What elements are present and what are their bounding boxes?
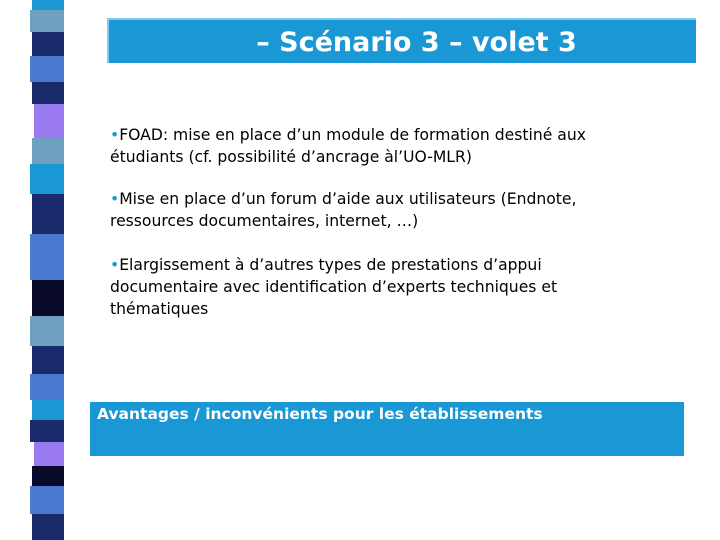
strip-block bbox=[30, 56, 64, 82]
bullet-text: étudiants (cf. possibilité d’ancrage àl’UO-MLR) bbox=[110, 148, 472, 166]
strip-block bbox=[32, 514, 64, 540]
bullet-text: documentaire avec identification d’experts techniques et bbox=[110, 278, 558, 296]
decorative-side-strip bbox=[28, 0, 68, 540]
strip-block bbox=[32, 0, 64, 10]
strip-block bbox=[32, 82, 64, 104]
bullet-text: Mise en place d’un forum d’aide aux utilisateurs (Endnote, bbox=[119, 190, 577, 208]
strip-block bbox=[30, 420, 64, 442]
strip-block bbox=[30, 486, 64, 514]
bullet-marker: • bbox=[110, 256, 120, 274]
strip-block bbox=[34, 442, 64, 466]
bullet-marker: • bbox=[110, 190, 120, 208]
strip-block bbox=[32, 400, 64, 420]
bullet-text: Elargissement à d’autres types de prestations d’appui bbox=[119, 256, 542, 274]
advantages-box-label: Avantages / inconvénients pour les établissements bbox=[97, 405, 543, 423]
bullet-item bbox=[110, 188, 695, 232]
bullet-text: FOAD: mise en place d’un module de formation destiné aux bbox=[119, 126, 586, 144]
bullet-text: thématiques bbox=[110, 300, 209, 318]
slide-title-bar bbox=[107, 18, 696, 63]
strip-block bbox=[30, 374, 64, 400]
strip-block bbox=[32, 280, 64, 316]
strip-block bbox=[30, 10, 64, 32]
strip-block bbox=[32, 466, 64, 486]
strip-block bbox=[30, 234, 64, 280]
advantages-box bbox=[90, 402, 684, 456]
strip-block bbox=[32, 194, 64, 234]
strip-block bbox=[32, 32, 64, 56]
bullet-text: ressources documentaires, internet, …) bbox=[110, 212, 419, 230]
slide-title: – Scénario 3 – volet 3 bbox=[256, 27, 577, 58]
strip-block bbox=[30, 164, 64, 194]
strip-block bbox=[32, 346, 64, 374]
bullet-marker: • bbox=[110, 126, 120, 144]
bullet-item bbox=[110, 254, 695, 320]
strip-block bbox=[34, 104, 64, 138]
strip-block bbox=[30, 316, 64, 346]
bullet-item bbox=[110, 124, 695, 168]
strip-block bbox=[32, 138, 64, 164]
